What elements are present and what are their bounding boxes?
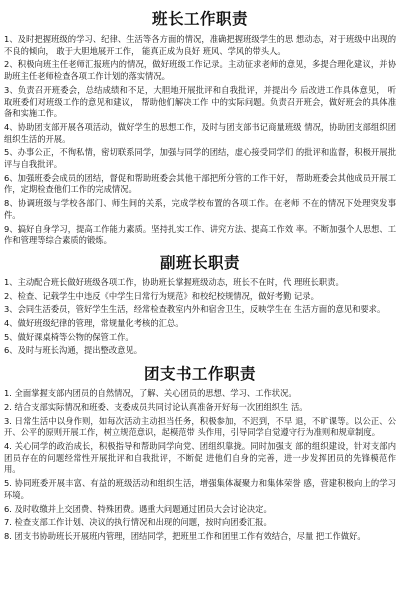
section-title-monitor: 班长工作职责 bbox=[151, 10, 248, 28]
list-item: 4、做好班级纪律的管理，常规量化考核的汇总。 bbox=[4, 318, 184, 329]
section-title-vice-monitor: 副班长职责 bbox=[159, 253, 240, 272]
list-item: 5. 协同班委开展丰富、有益的班级活动和组织生活，增强集体凝聚力和集体荣誉 感，营建积极向上的学习环境。 bbox=[4, 478, 396, 500]
list-item: 8、协调班级与学校各部门、师生间的关系，完成学校布置的各项工作。在老师 不在的情况下处理突发事件。 bbox=[4, 198, 396, 220]
list-item: 9、搞好自身学习，提高工作能力素质。坚持扎实工作、讲究方法、提高工作效 率。不断加强个人思想、工作和管理等综合素质的锻炼。 bbox=[4, 223, 396, 246]
list-item: 3. 日常生活中以身作则，如每次活动主动担当任务，积极参加，不迟到，不早 退，不旷课等。以公正、公开、公平的原则开展工作，树立规范意识，起模范带 头作用，引导同学自觉遵守行为准则和规章制度。 bbox=[4, 415, 396, 438]
vice-monitor-duties-list bbox=[0, 277, 400, 357]
list-item: 3、会同生活委员，管好学生生活，经常检查教室内外和宿舍卫生，反映学生在 生活方面的意见和要求。 bbox=[4, 304, 386, 315]
list-item: 7. 检查支部工作计划、决议的执行情况和出现的问题，按时向团委汇报。 bbox=[4, 517, 272, 528]
list-item: 2、积极向班主任老师汇报班内的情况，做好班级工作记录。主动征求老师的意见，多提合理化建议，并协助班主任老师检查各项工作计划的落实情况。 bbox=[4, 59, 396, 82]
list-item: 1、及时把握班级的学习、纪律、生活等各方面的情况，准确把握班级学生的思 想动态，对于班级中出现的不良的倾向， 敢于大胆地展开工作， 能真正成为良好 班风、学风的带头人。 bbox=[4, 34, 396, 56]
list-item: 2. 结合支部实际情况和班委、支委成员共同讨论认真准备开好每一次团组织生 活。 bbox=[4, 401, 308, 412]
list-item: 3、负责召开班委会，总结成绩和不足，大胆地开展批评和自我批评，并提出今 后改进工作具体意见， 听取班委们对班级工作的意见和建议， 帮助他们解决工作 中的实际问题。负责召开班会，做好班会的具体准备和实施工作。 bbox=[4, 84, 396, 119]
list-item: 1. 全面掌握支部内团员的自然情况，了解、关心团员的思想、学习、工作状况。 bbox=[4, 388, 297, 399]
list-item: 2、检查、记载学生中违反《中学生日常行为规范》和校纪校规情况，做好考勤 记录。 bbox=[4, 290, 319, 301]
monitor-duties-list bbox=[0, 34, 400, 247]
list-item: 8. 团支书协助班长开展班内管理，团结同学，把班里工作和团里工作有效结合，尽量 把工作做好。 bbox=[4, 530, 366, 541]
section-title-league-secretary: 团支书工作职责 bbox=[143, 365, 256, 384]
list-item: 5、办事公正，不徇私情，密切联系同学，加强与同学的团结，虚心接受同学们 的批评和监督，积极开展批评与自我批评。 bbox=[4, 147, 396, 170]
list-item: 1、主动配合班长做好班级各项工作，协助班长掌握班级动态，班长不在时，代 理班长职责。 bbox=[4, 276, 344, 287]
list-item: 5、做好课桌椅等公物的保管工作。 bbox=[4, 331, 134, 342]
list-item: 4、协助团支部开展各项活动，做好学生的思想工作，及时与团支部书记商量班级 情况，协助团支部组织团组织生活的开展。 bbox=[4, 121, 396, 144]
list-item: 4. 关心同学的政治成长，积极指导和帮助同学向党、团组织靠拢。同时加强支 部的组织建设，针对支部内团员存在的问题经常性开展批评和自我批评，不断促 进他们自身的完善，进一步发挥团员的先锋模范作用。 bbox=[4, 440, 396, 475]
list-item: 6. 及时收缴并上交团费、特殊团费。遇重大问题通过团员大会讨论决定。 bbox=[4, 503, 272, 514]
list-item: 6、加强班委会成员的团结，督促和帮助班委会其他干部把所分管的工作干好， 帮助班委会其他成员开展工作，定期检查他们工作的完成情况。 bbox=[4, 172, 396, 195]
list-item: 6、及时与班长沟通，提出整改意见。 bbox=[4, 345, 143, 356]
league-secretary-duties-list bbox=[0, 388, 400, 542]
